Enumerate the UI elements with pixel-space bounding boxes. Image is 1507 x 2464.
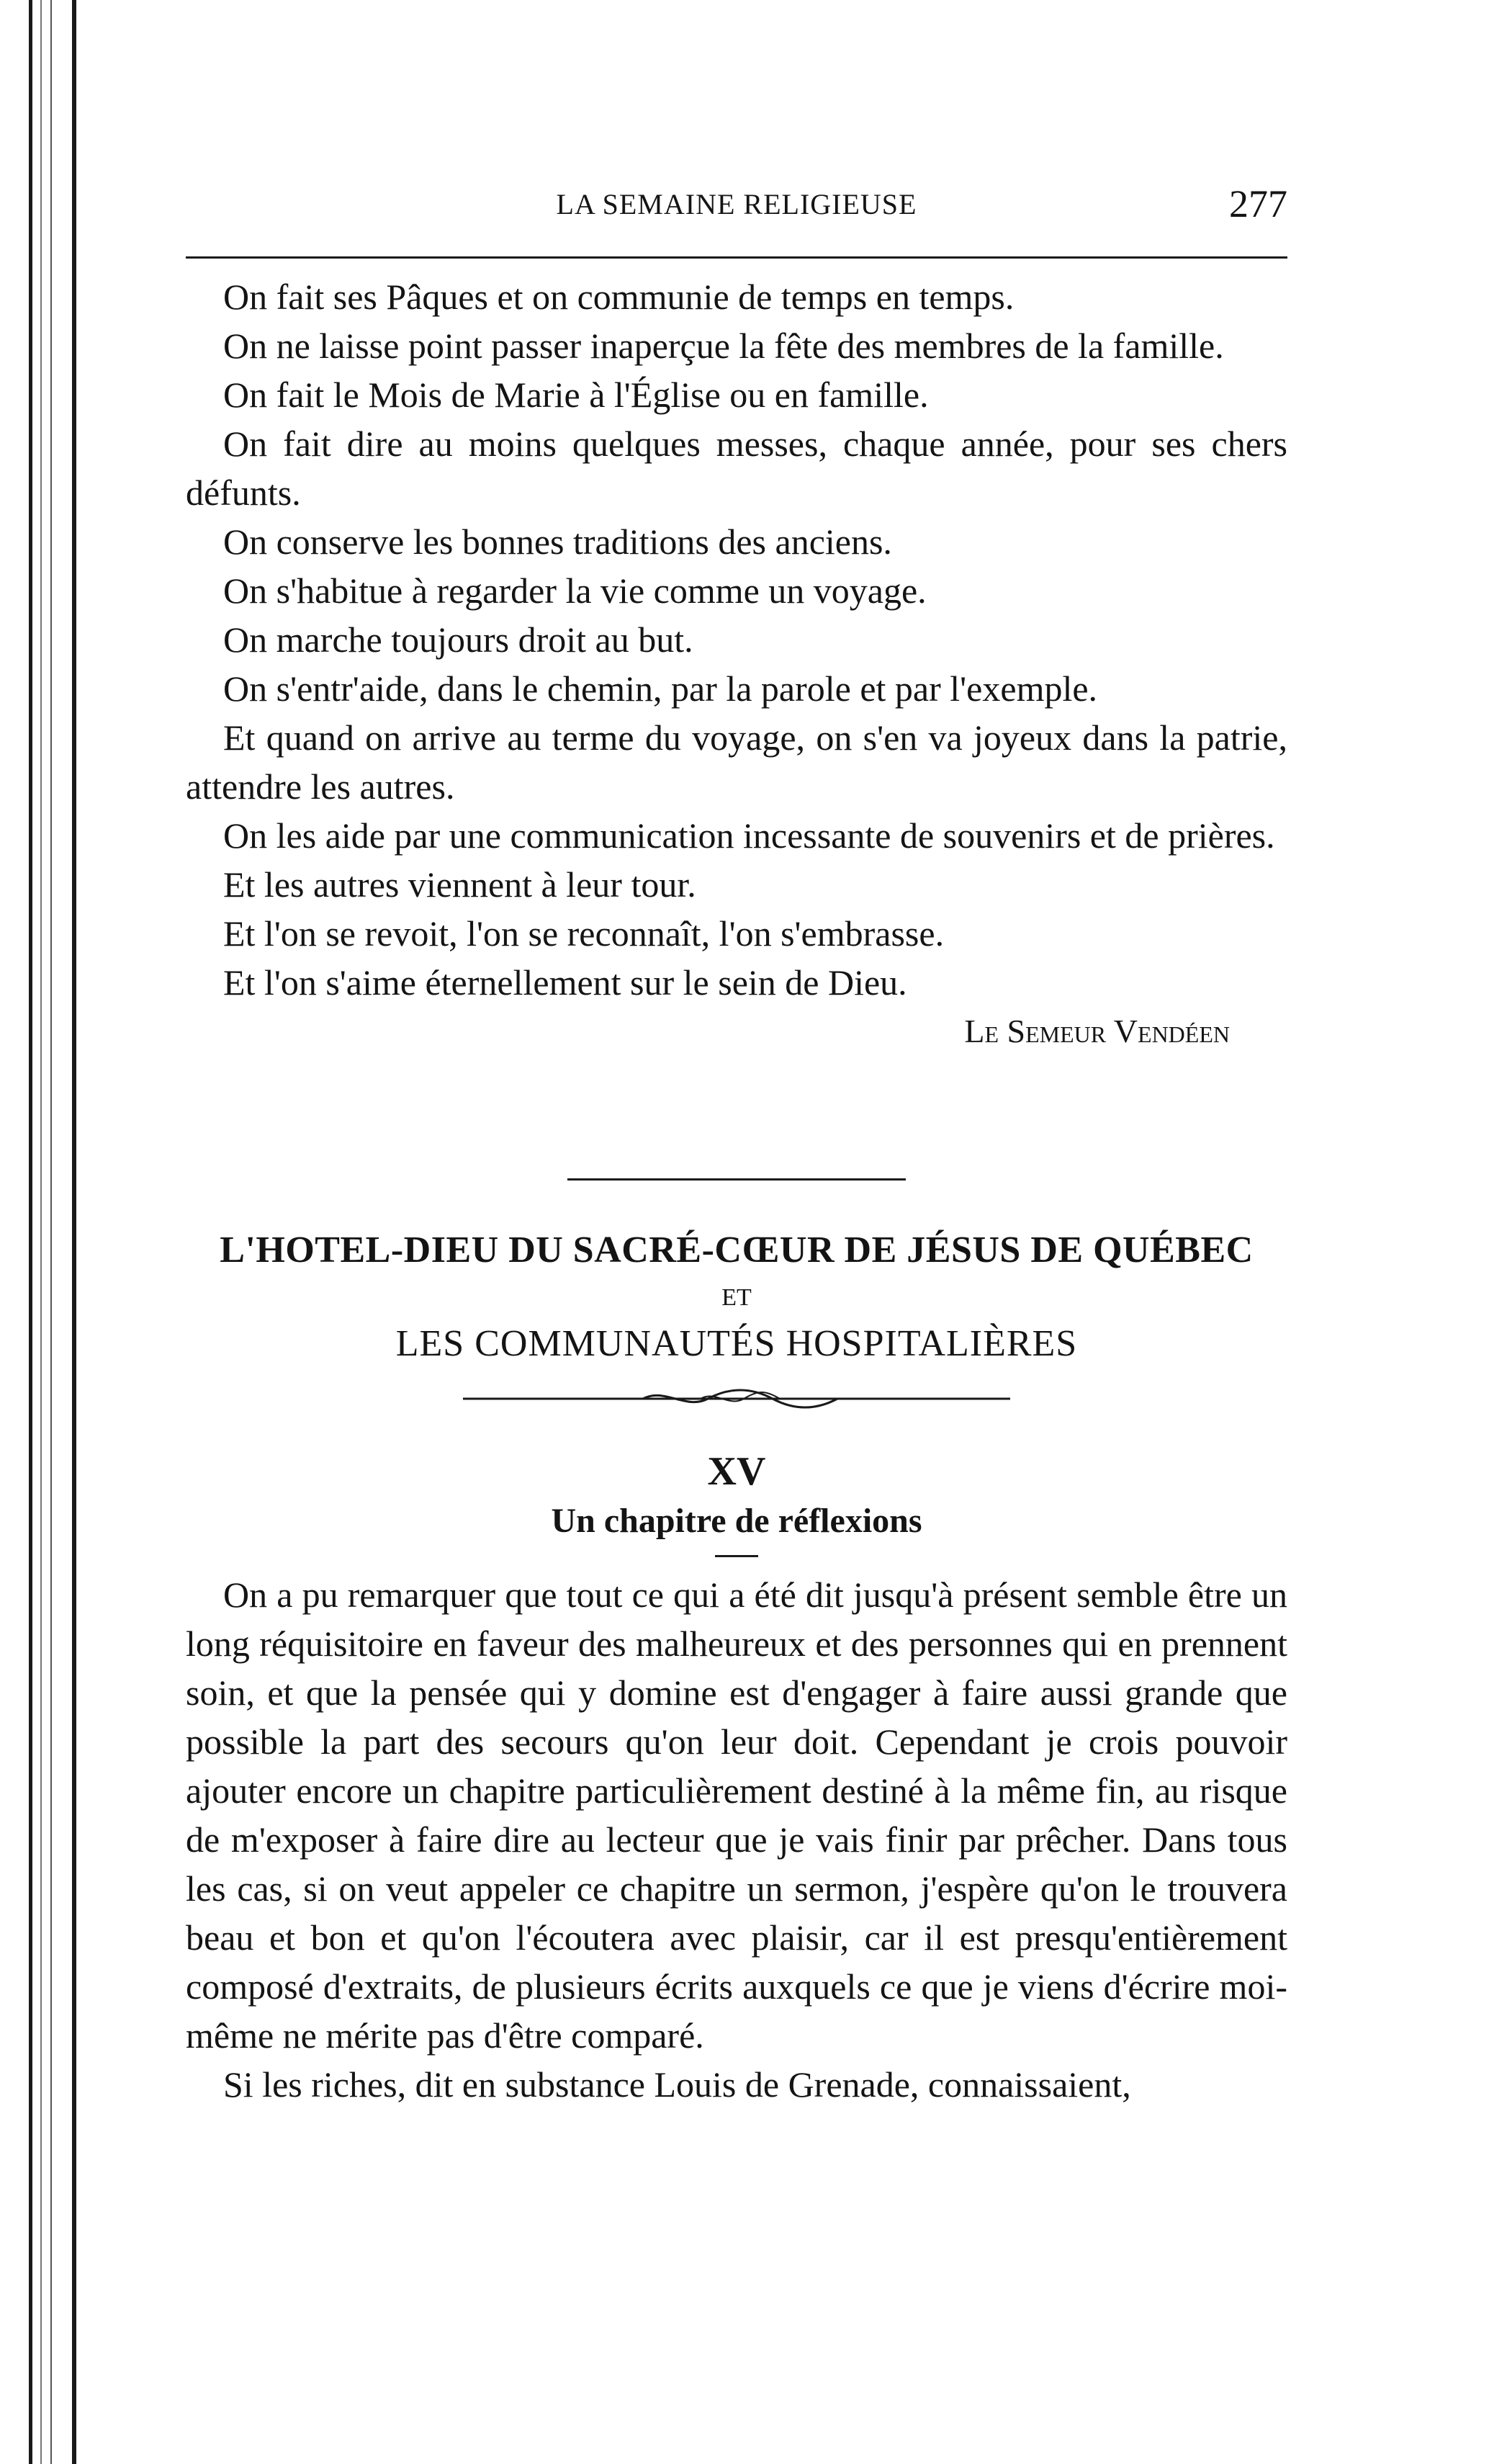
ornament-rule [463,1384,1010,1413]
poem-line: On marche toujours droit au but. [223,619,693,660]
paragraph: On a pu remarquer que tout ce qui a été dit jusqu'à présent semble être un long réquisitoire en faveur des malheureux et des personnes qui en prennent soin, et que la pensée qui y domine est d'engager à faire aussi grande que possible la part des secours qu'on leur doit. Cependant je crois pouvoir ajouter encore un chapitre particulièrement destiné à la même fin, au risque de m'exposer à faire dire au lecteur que je vais finir par prêcher. Dans tous les cas, si on veut appeler ce chapitre un sermon, j'espère qu'on le trouvera beau et bon et qu'on l'écoutera avec plaisir, car il est presqu'entièrement composé d'extraits, de plusieurs écrits auxquels ce que je viens d'écrire moi-même ne mérite pas d'être comparé. [186,1574,1287,2056]
article-subtitle: LES COMMUNAUTÉS HOSPITALIÈRES [395,1323,1078,1364]
poem-line: On les aide par une communication incessante de souvenirs et de prières. [223,815,1275,856]
article-title: L'HOTEL-DIEU DU SACRÉ-CŒUR DE JÉSUS DE QUÉBEC [220,1229,1254,1271]
page-number: 277 [1229,182,1287,225]
paragraph: Si les riches, dit en substance Louis de Grenade, connaissaient, [223,2064,1131,2105]
poem-section [186,272,1287,1056]
binding-edge-line [40,0,42,2464]
binding-edge-line [50,0,52,2464]
chapter-title: Un chapitre de réflexions [551,1502,922,1540]
article-heading [186,1224,1287,1557]
signature: Le Semeur Vendéen [964,1013,1230,1049]
chapter-body [186,1570,1287,2109]
poem-line: Et quand on arrive au terme du voyage, on s'en va joyeux dans la patrie, attendre les autres. [186,717,1287,807]
poem-line: On ne laisse point passer inaperçue la fête des membres de la famille. [223,326,1224,366]
running-head [186,182,1287,232]
poem-line: On conserve les bonnes traditions des anciens. [223,521,892,562]
chapter-number: XV [707,1449,766,1494]
poem-line: On fait ses Pâques et on communie de temps en temps. [223,277,1015,317]
poem-line: On fait le Mois de Marie à l'Église ou en famille. [223,375,929,415]
poem-line: On s'habitue à regarder la vie comme un voyage. [223,570,927,611]
poem-line: On fait dire au moins quelques messes, chaque année, pour ses chers défunts. [186,424,1287,513]
poem-line: Et l'on s'aime éternellement sur le sein de Dieu. [223,962,907,1003]
binding-edge-line [72,0,76,2464]
poem-line: Et les autres viennent à leur tour. [223,864,696,905]
running-title: LA SEMAINE RELIGIEUSE [556,188,917,220]
poem-line: On s'entr'aide, dans le chemin, par la parole et par l'exemple. [223,668,1098,709]
article-conjunction: ET [721,1284,752,1311]
poem-line: Et l'on se revoit, l'on se reconnaît, l'on s'embrasse. [223,913,945,954]
section-divider [567,1178,906,1181]
header-rule [186,256,1287,259]
binding-edge-line [29,0,32,2464]
chapter-rule [715,1555,758,1557]
